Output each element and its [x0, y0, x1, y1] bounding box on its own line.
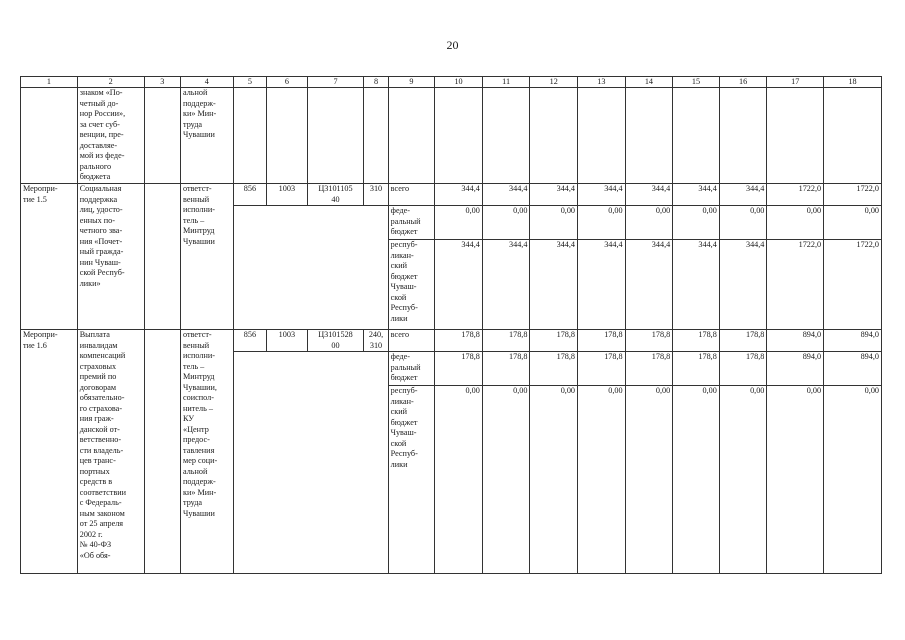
value-cell: 0,00 — [435, 386, 483, 574]
value-cell: 178,8 — [482, 352, 530, 386]
value-cell: 0,00 — [578, 386, 626, 574]
column-number: 7 — [307, 77, 364, 88]
funding-source: феде- ральный бюджет — [388, 206, 435, 240]
value-cell: 0,00 — [578, 206, 626, 240]
value-cell: 344,4 — [673, 184, 720, 206]
column-number: 16 — [719, 77, 767, 88]
column-number: 5 — [233, 77, 266, 88]
value-cell: 894,0 — [767, 352, 824, 386]
vr-code: 240, 310 — [364, 330, 388, 352]
value-cell: 1722,0 — [767, 240, 824, 330]
activity-executor: альной поддерж- ки» Мин- труда Чувашии — [181, 88, 234, 184]
value-cell: 344,4 — [719, 240, 767, 330]
value-cell: 0,00 — [824, 206, 882, 240]
csr-code: Ц3101105 40 — [307, 184, 364, 206]
funding-source: респуб- ликан- ский бюджет Чуваш- ской Респуб- лики — [388, 240, 435, 330]
value-cell: 344,4 — [530, 240, 578, 330]
value-cell: 178,8 — [625, 330, 673, 352]
value-cell: 344,4 — [673, 240, 720, 330]
activity-name: Социальная поддержка лиц, удосто- енных по- четного зва- ния «Почет- ный гражда- нин Чуваш- ской Респуб- лики» — [77, 184, 144, 330]
table-row — [21, 330, 882, 352]
value-cell: 0,00 — [435, 206, 483, 240]
value-cell: 178,8 — [673, 352, 720, 386]
value-cell: 0,00 — [625, 206, 673, 240]
value-cell: 0,00 — [625, 386, 673, 574]
value-cell: 178,8 — [673, 330, 720, 352]
value-cell: 894,0 — [824, 330, 882, 352]
value-cell: 178,8 — [719, 352, 767, 386]
value-cell: 0,00 — [767, 386, 824, 574]
value-cell: 0,00 — [530, 386, 578, 574]
activity-executor: ответст- венный исполни- тель – Минтруд Чувашии, соиспол- нитель – КУ «Центр предос- тавления мер соци- альной поддерж- ки» Мин- труда Чувашии — [181, 330, 234, 574]
value-cell: 178,8 — [435, 352, 483, 386]
value-cell: 344,4 — [482, 184, 530, 206]
value-cell: 178,8 — [578, 352, 626, 386]
value-cell: 0,00 — [530, 206, 578, 240]
column-number: 18 — [824, 77, 882, 88]
budget-table — [20, 76, 882, 574]
value-cell: 0,00 — [482, 206, 530, 240]
column-number: 15 — [673, 77, 720, 88]
value-cell: 0,00 — [673, 206, 720, 240]
value-cell: 344,4 — [578, 184, 626, 206]
column-number: 12 — [530, 77, 578, 88]
value-cell: 894,0 — [767, 330, 824, 352]
funding-source: всего — [388, 330, 435, 352]
activity-code: Меропри- тие 1.5 — [21, 184, 78, 330]
column-number: 1 — [21, 77, 78, 88]
value-cell: 344,4 — [625, 240, 673, 330]
value-cell: 178,8 — [530, 352, 578, 386]
value-cell: 0,00 — [482, 386, 530, 574]
activity-name: Выплата инвалидам компенсаций страховых премий по договорам обязательно- го страхова- ния граж- данской от- ветственно- сти владель- цев транс- портных средств в соответствии с Федераль- ным законом от 25 апреля 2002 г. № 40-ФЗ «Об обя- — [77, 330, 144, 574]
value-cell: 178,8 — [482, 330, 530, 352]
value-cell: 178,8 — [435, 330, 483, 352]
page-number: 20 — [446, 38, 459, 52]
column-number: 9 — [388, 77, 435, 88]
column-number: 10 — [435, 77, 483, 88]
value-cell: 0,00 — [719, 206, 767, 240]
value-cell: 894,0 — [824, 352, 882, 386]
value-cell: 344,4 — [625, 184, 673, 206]
activity-name: знаком «По- четный до- нор России», за счет суб- венции, пре- доставляе- мой из феде- рального бюджета — [77, 88, 144, 184]
value-cell: 344,4 — [719, 184, 767, 206]
value-cell: 0,00 — [719, 386, 767, 574]
column-number: 11 — [482, 77, 530, 88]
column-number: 17 — [767, 77, 824, 88]
value-cell: 344,4 — [530, 184, 578, 206]
column-number: 8 — [364, 77, 388, 88]
column-number: 2 — [77, 77, 144, 88]
csr-code: Ц3101528 00 — [307, 330, 364, 352]
funding-source: респуб- ликан- ский бюджет Чуваш- ской Респуб- лики — [388, 386, 435, 574]
value-cell: 344,4 — [435, 240, 483, 330]
value-cell: 1722,0 — [824, 184, 882, 206]
value-cell: 178,8 — [530, 330, 578, 352]
value-cell: 178,8 — [578, 330, 626, 352]
activity-code — [21, 88, 78, 184]
rz-code: 1003 — [267, 330, 308, 352]
activity-code: Меропри- тие 1.6 — [21, 330, 78, 574]
value-cell: 0,00 — [673, 386, 720, 574]
column-number: 6 — [267, 77, 308, 88]
column-number: 3 — [144, 77, 180, 88]
value-cell: 1722,0 — [767, 184, 824, 206]
value-cell: 178,8 — [625, 352, 673, 386]
column-number-row — [21, 77, 882, 88]
continuation-row — [21, 88, 882, 184]
funding-source: феде- ральный бюджет — [388, 352, 435, 386]
activity-executor: ответст- венный исполни- тель – Минтруд Чувашии — [181, 184, 234, 330]
funding-source: всего — [388, 184, 435, 206]
gr-code: 856 — [233, 330, 266, 352]
value-cell: 344,4 — [482, 240, 530, 330]
value-cell: 344,4 — [578, 240, 626, 330]
gr-code: 856 — [233, 184, 266, 206]
value-cell: 0,00 — [824, 386, 882, 574]
value-cell: 1722,0 — [824, 240, 882, 330]
table-row — [21, 184, 882, 206]
value-cell: 344,4 — [435, 184, 483, 206]
rz-code: 1003 — [267, 184, 308, 206]
value-cell: 0,00 — [767, 206, 824, 240]
column-number: 13 — [578, 77, 626, 88]
column-number: 4 — [181, 77, 234, 88]
value-cell: 178,8 — [719, 330, 767, 352]
vr-code: 310 — [364, 184, 388, 206]
column-number: 14 — [625, 77, 673, 88]
